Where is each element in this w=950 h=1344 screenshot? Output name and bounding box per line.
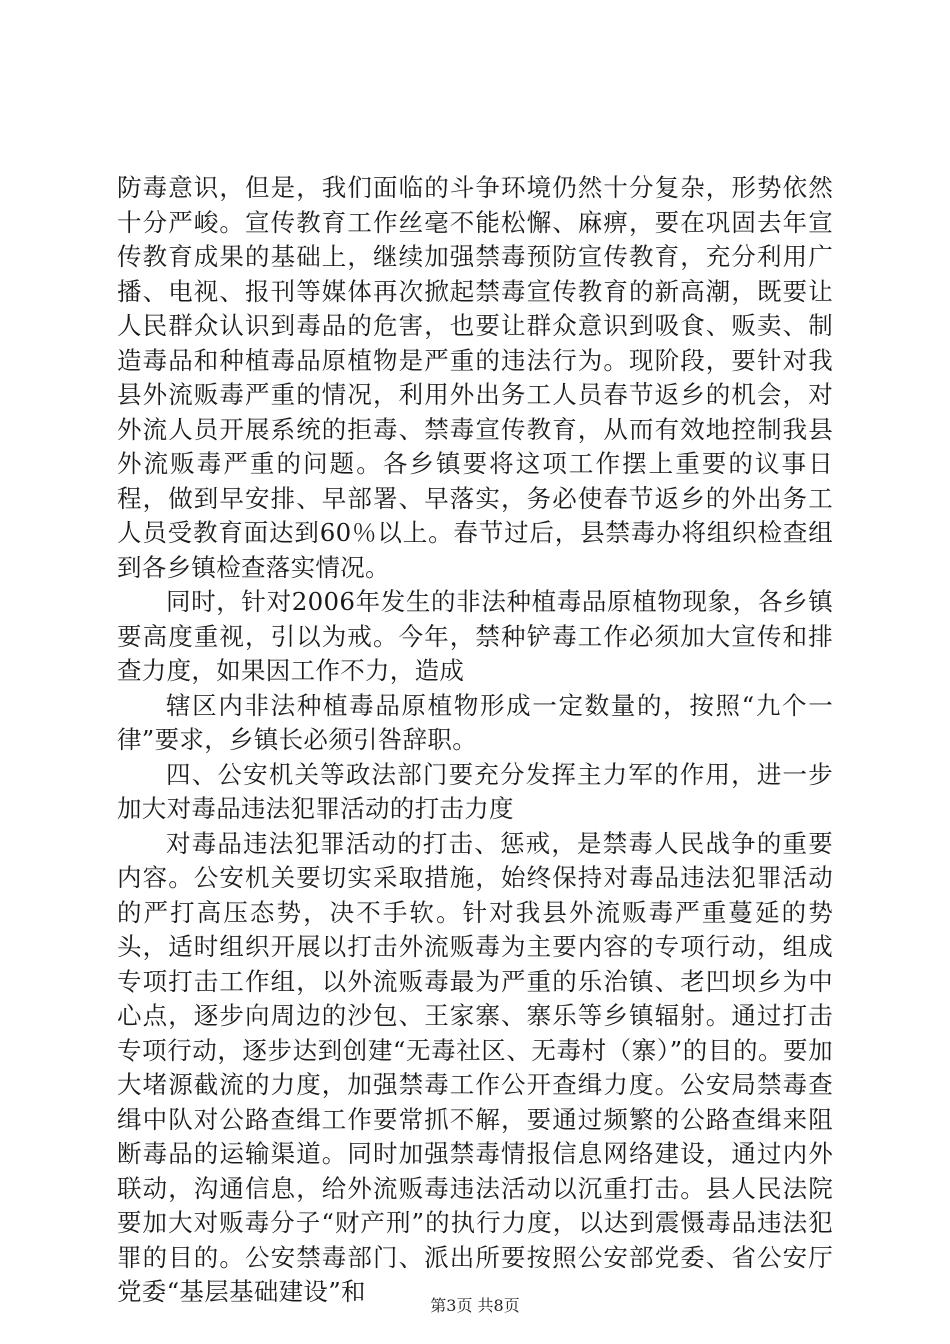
paragraph-1: 防毒意识，但是，我们面临的斗争环境仍然十分复杂，形势依然十分严峻。宣传教育工作丝毫不能松懈、麻痹，要在巩固去年宣传教育成果的基础上，继续加强禁毒预防宣传教育，充分利用广播、电视、报刊等媒体再次掀起禁毒宣传教育的新高潮，既要让人民群众认识到毒品的危害，也要让群众意识到吸食、贩卖、制造毒品和种植毒品原植物是严重的违法行为。现阶段，要针对我县外流贩毒严重的情况，利用外出务工人员春节返乡的机会，对外流人员开展系统的拒毒、禁毒宣传教育，从而有效地控制我县外流贩毒严重的问题。各乡镇要将这项工作摆上重要的议事日程，做到早安排、早部署、早落实，务必使春节返乡的外出务工人员受教育面达到60％以上。春节过后，县禁毒办将组织检查组到各乡镇检查落实情况。 bbox=[117, 173, 833, 582]
paragraph-5: 对毒品违法犯罪活动的打击、惩戒，是禁毒人民战争的重要内容。公安机关要切实采取措施，始终保持对毒品违法犯罪活动的严打高压态势，决不手软。针对我县外流贩毒严重蔓延的势头，适时组织开展以打击外流贩毒为主要内容的专项行动，组成专项打击工作组，以外流贩毒最为严重的乐治镇、老凹坝乡为中心点，逐步向周边的沙包、王家寨、寨乐等乡镇辐射。通过打击专项行动，逐步达到创建“无毒社区、无毒村（寨）”的目的。要加大堵源截流的力度，加强禁毒工作公开查缉力度。公安局禁毒查缉中队对公路查缉工作要常抓不解，要通过频繁的公路查缉来阻断毒品的运输渠道。同时加强禁毒情报信息网络建设，通过内外联动，沟通信息，给外流贩毒违法活动以沉重打击。县人民法院要加大对贩毒分子“财产刑”的执行力度，以达到震慑毒品违法犯罪的目的。公安禁毒部门、派出所要按照公安部党委、省公安厅党委“基层基础建设”和 bbox=[117, 828, 833, 1306]
paragraph-2: 同时，针对2006年发生的非法种植毒品原植物现象，各乡镇要高度重视，引以为戒。今年，禁种铲毒工作必须加大宣传和排查力度，如果因工作不力，造成 bbox=[117, 587, 833, 685]
document-body bbox=[117, 171, 833, 1310]
page-number-label: 第3页 共8页 bbox=[430, 1296, 520, 1315]
section-heading-4: 四、公安机关等政法部门要充分发挥主力军的作用，进一步加大对毒品违法犯罪活动的打击力度 bbox=[117, 759, 833, 823]
page-footer bbox=[0, 1296, 950, 1316]
paragraph-3: 辖区内非法种植毒品原植物形成一定数量的，按照“九个一律”要求，乡镇长必须引咎辞职。 bbox=[117, 690, 833, 754]
